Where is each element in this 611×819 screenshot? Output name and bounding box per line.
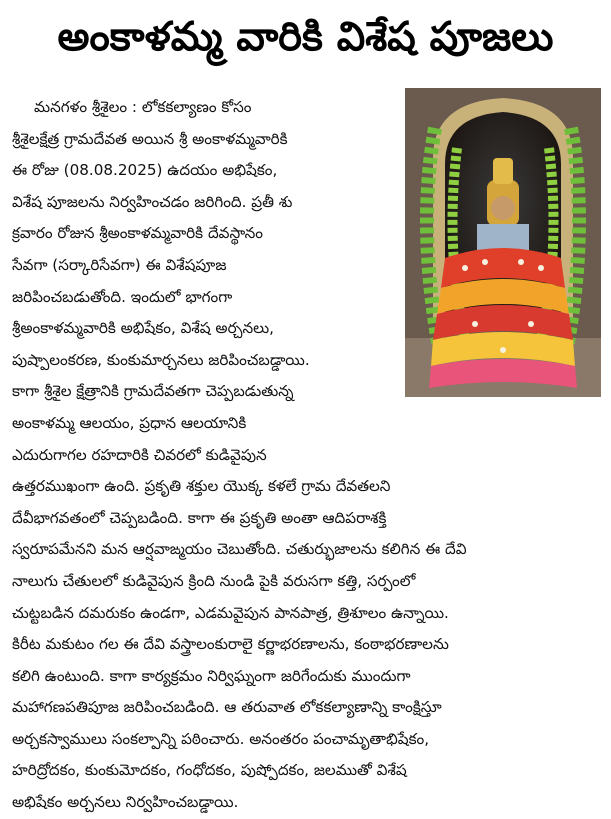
body-line: హరిద్రోదకం, కుంకుమోదకం, గంధోదకం, పుష్పోదకం, జలముతో విశేష bbox=[12, 761, 407, 780]
body-line: సేవగా (సర్కారిసేవగా) ఈ విశేషపూజ bbox=[12, 255, 227, 274]
body-line: పుష్పాలంకరణ, కుంకుమార్చనలు జరిపించబడ్డాయి. bbox=[12, 350, 310, 369]
body-line: ఈ రోజు (08.08.2025) ఉదయం అభిషేకం, bbox=[12, 161, 278, 180]
body-line: విశేష పూజలను నిర్వహించడం జరిగింది. ప్రతీ శు bbox=[12, 192, 293, 211]
body-line: కాగా శ్రీశైల క్షేత్రానికి గ్రామదేవతగా చెప్పబడుతున్న bbox=[12, 382, 294, 401]
body-line: కలిగి ఉంటుంది. కాగా కార్యక్రమం నిర్విఘ్నంగా జరిగేందుకు ముందుగా bbox=[12, 666, 411, 685]
body-line: చుట్టబడిన దమరుకం ఉండగా, ఎడమవైపున పానపాత్ర, త్రిశూలం ఉన్నాయి. bbox=[12, 603, 449, 622]
body-line: స్వరూపమేనని మన ఆర్షవాఙ్మయం చెబుతోంది. చతుర్భుజాలను కలిగిన ఈ దేవి bbox=[12, 540, 467, 559]
article-body bbox=[12, 92, 602, 819]
headline: అంకాళమ్మ వారికి విశేష పూజలు bbox=[57, 14, 554, 60]
body-line: ఎదురుగాగల రహదారికి చివరలో కుడివైపున bbox=[12, 445, 267, 464]
body-line: అర్చకస్వాములు సంకల్పాన్ని పఠించారు. అనంతరం పంచామృతాభిషేకం, bbox=[12, 729, 430, 748]
body-line: క్రవారం రోజున శ్రీఅంకాళమ్మవారికి దేవస్థానం bbox=[12, 224, 264, 243]
body-line: నాలుగు చేతులలో కుడివైపున క్రింది నుండి పైకి వరుసగా కత్తి, సర్పంలో bbox=[12, 571, 416, 590]
body-line: దేవీభాగవతంలో చెప్పబడింది. కాగా ఈ ప్రకృతి అంతా ఆదిపరాశక్తి bbox=[12, 508, 387, 527]
body-line: శ్రీఅంకాళమ్మవారికి అభిషేకం, విశేష అర్చనలు, bbox=[12, 319, 274, 338]
body-line: శ్రీశైలక్షేత్ర గ్రామదేవత అయిన శ్రీ అంకాళమ్మవారికి bbox=[12, 129, 288, 148]
body-line: మనగళం శ్రీశైలం : లోకకల్యాణం కోసం bbox=[34, 98, 252, 116]
body-line: మహాగణపతిపూజ జరిపించబడింది. ఆ తరువాత లోకకల్యాణాన్ని కాంక్షిస్తూ bbox=[12, 698, 442, 717]
body-line: ఉత్తరముఖంగా ఉంది. ప్రకృతి శక్తుల యొక్క కళలే గ్రామ దేవతలని bbox=[12, 477, 391, 496]
body-line: జరిపించబడుతోంది. ఇందులో భాగంగా bbox=[12, 287, 233, 306]
body-line: అంకాళమ్మ ఆలయం, ప్రధాన ఆలయానికి bbox=[12, 413, 247, 432]
body-line: అభిషేకం అర్చనలు నిర్వహించబడ్డాయి. bbox=[12, 793, 239, 812]
body-line: కిరీట మకుటం గల ఈ దేవి వస్త్రాలంకురాలై కర్ణాభరణాలను, కంఠాభరణాలను bbox=[12, 635, 449, 654]
